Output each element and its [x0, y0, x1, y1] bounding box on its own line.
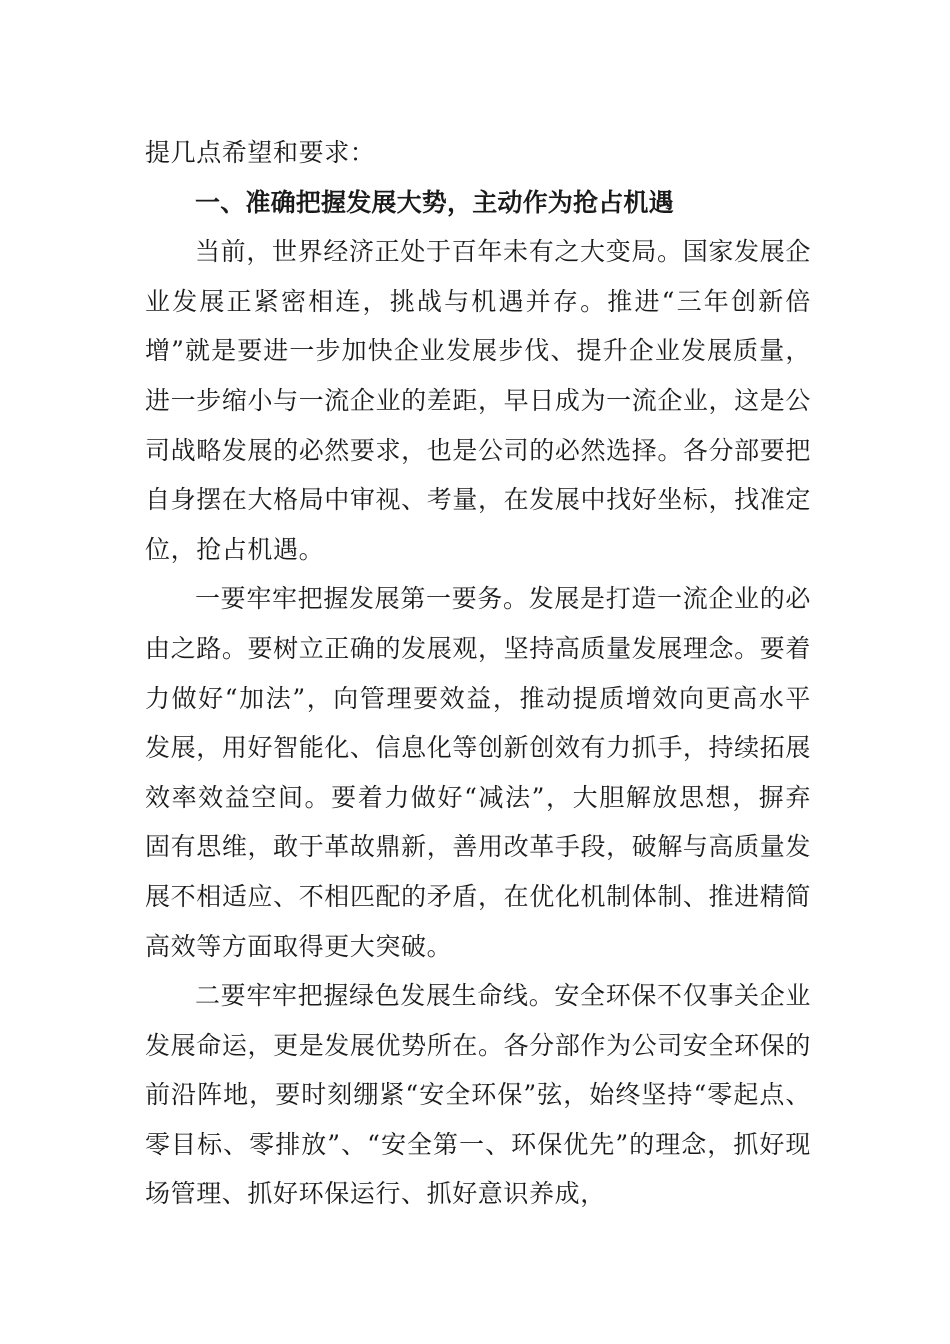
paragraph-development-priority: 一要牢牢把握发展第一要务。发展是打造一流企业的必由之路。要树立正确的发展观，坚持高质量发展理念。要着力做好“加法”，向管理要效益，推动提质增效向更高水平发展，用好智能化、信息化等创新创效有力抓手，持续拓展效率效益空间。要着力做好“减法”，大胆解放思想，摒弃固有思维，敢于革故鼎新，善用改革手段，破解与高质量发展不相适应、不相匹配的矛盾，在优化机制体制、推进精简高效等方面取得更大突破。 [145, 584, 811, 961]
document-body [145, 128, 811, 1219]
section-heading: 一、准确把握发展大势，主动作为抢占机遇 [195, 187, 674, 217]
paragraph-green-development: 二要牢牢把握绿色发展生命线。安全环保不仅事关企业发展命运，更是发展优势所在。各分部作为公司安全环保的前沿阵地，要时刻绷紧“安全环保”弦，始终坚持“零起点、零目标、零排放”、“安全第一、环保优先”的理念，抓好现场管理、抓好环保运行、抓好意识养成， [145, 981, 811, 1209]
intro-line: 提几点希望和要求： [145, 138, 376, 167]
paragraph-current-situation: 当前，世界经济正处于百年未有之大变局。国家发展企业发展正紧密相连，挑战与机遇并存。推进“三年创新倍增”就是要进一步加快企业发展步伐、提升企业发展质量，进一步缩小与一流企业的差距，早日成为一流企业，这是公司战略发展的必然要求，也是公司的必然选择。各分部要把自身摆在大格局中审视、考量，在发展中找好坐标，找准定位，抢占机遇。 [145, 237, 811, 564]
